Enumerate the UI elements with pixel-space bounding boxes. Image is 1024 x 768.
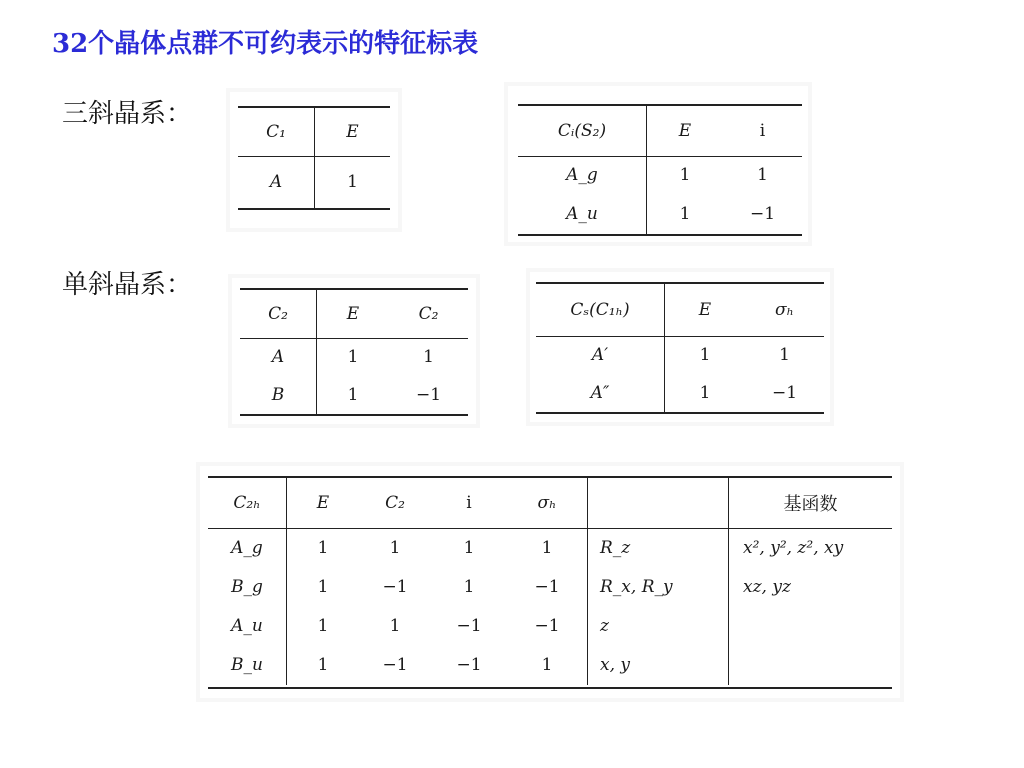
- table-cell: 1: [507, 645, 588, 685]
- table-cell: 1: [423, 347, 434, 368]
- table-header-cell: Cᵢ(S₂): [518, 106, 647, 156]
- table-header-cell: i: [723, 106, 802, 156]
- table-cell: 1: [463, 576, 475, 597]
- table-cell: A_u: [208, 606, 287, 645]
- table-bottom-rule: [536, 412, 824, 414]
- table-cell: 1: [317, 576, 329, 597]
- table-cell: 1: [347, 172, 358, 193]
- table-cell: A″: [536, 374, 665, 412]
- character-table-c2h: [200, 466, 900, 698]
- table-cell: 1: [679, 165, 691, 186]
- table-cell: A_u: [518, 194, 647, 234]
- table-cell: 1: [463, 537, 475, 558]
- table-cell: 1: [757, 165, 768, 186]
- table-cell: A: [240, 338, 317, 376]
- table-header-cell: C₂: [389, 290, 468, 338]
- table-cell: x, y: [588, 645, 729, 685]
- table-cell: [729, 645, 893, 685]
- table-grid: [536, 284, 824, 412]
- character-table-ci: [508, 86, 808, 242]
- table-header-cell: σₕ: [745, 284, 824, 336]
- table-cell: A_g: [518, 156, 647, 194]
- table-cell: A′: [536, 336, 665, 374]
- table-cell: −1: [456, 655, 482, 675]
- table-header-cell: C₂: [240, 290, 317, 338]
- character-table-c2: [232, 278, 476, 424]
- table-cell: B_u: [208, 645, 287, 685]
- table-cell: −1: [456, 615, 482, 636]
- table-cell: 1: [347, 347, 359, 368]
- table-header-cell: i: [431, 478, 507, 528]
- table-header-cell: C₂: [359, 478, 431, 528]
- table-cell: x², y², z², xy: [743, 537, 844, 558]
- table-cell: 1: [347, 385, 359, 405]
- table-cell: 1: [779, 345, 790, 366]
- table-grid: [518, 106, 802, 234]
- table-header-cell: 基函数: [729, 478, 893, 528]
- table-cell: 1: [699, 383, 711, 403]
- table-cell: R_z: [588, 528, 729, 567]
- table-header-cell: E: [315, 108, 391, 156]
- table-cell: −1: [382, 576, 408, 597]
- character-table-cs: [530, 272, 830, 422]
- table-cell: −1: [415, 385, 442, 405]
- table-cell: A: [238, 156, 315, 208]
- table-cell: z: [588, 606, 729, 645]
- table-cell: 1: [317, 615, 329, 636]
- table-header-cell: E: [287, 478, 360, 528]
- table-bottom-rule: [208, 687, 892, 689]
- table-cell: [729, 606, 893, 645]
- page-title: 32个晶体点群不可约表示的特征标表: [52, 29, 479, 59]
- table-cell: 1: [699, 345, 711, 366]
- table-header-cell: E: [317, 290, 390, 338]
- table-header-cell: C₁: [238, 108, 315, 156]
- table-cell: R_x, R_y: [588, 567, 729, 606]
- table-cell: −1: [507, 567, 588, 606]
- table-cell: 1: [317, 537, 329, 558]
- section-label-monoclinic: 单斜晶系：: [62, 270, 193, 300]
- table-header-cell: [588, 478, 729, 528]
- table-header-cell: σₕ: [507, 478, 588, 528]
- table-header-cell: E: [665, 284, 746, 336]
- table-grid: [238, 108, 390, 208]
- table-cell: −1: [771, 383, 798, 403]
- table-cell: 1: [389, 615, 401, 636]
- table-header-cell: C₂ₕ: [208, 478, 287, 528]
- table-cell: A_g: [208, 528, 287, 567]
- character-table-c1: [230, 92, 398, 228]
- table-cell: B: [240, 376, 317, 414]
- table-cell: 1: [507, 528, 588, 567]
- table-header-cell: E: [647, 106, 724, 156]
- table-bottom-rule: [238, 208, 390, 210]
- table-bottom-rule: [518, 234, 802, 236]
- table-cell: −1: [382, 655, 408, 675]
- table-cell: B_g: [208, 567, 287, 606]
- table-grid: [240, 290, 468, 414]
- table-cell: xz, yz: [743, 576, 791, 597]
- table-cell: 1: [389, 537, 401, 558]
- table-grid: [208, 478, 892, 685]
- table-cell: −1: [749, 204, 776, 224]
- table-cell: 1: [317, 655, 329, 675]
- table-cell: 1: [679, 204, 691, 224]
- table-cell: −1: [507, 606, 588, 645]
- table-header-cell: Cₛ(C₁ₕ): [536, 284, 665, 336]
- table-bottom-rule: [240, 414, 468, 416]
- section-label-triclinic: 三斜晶系：: [62, 99, 193, 129]
